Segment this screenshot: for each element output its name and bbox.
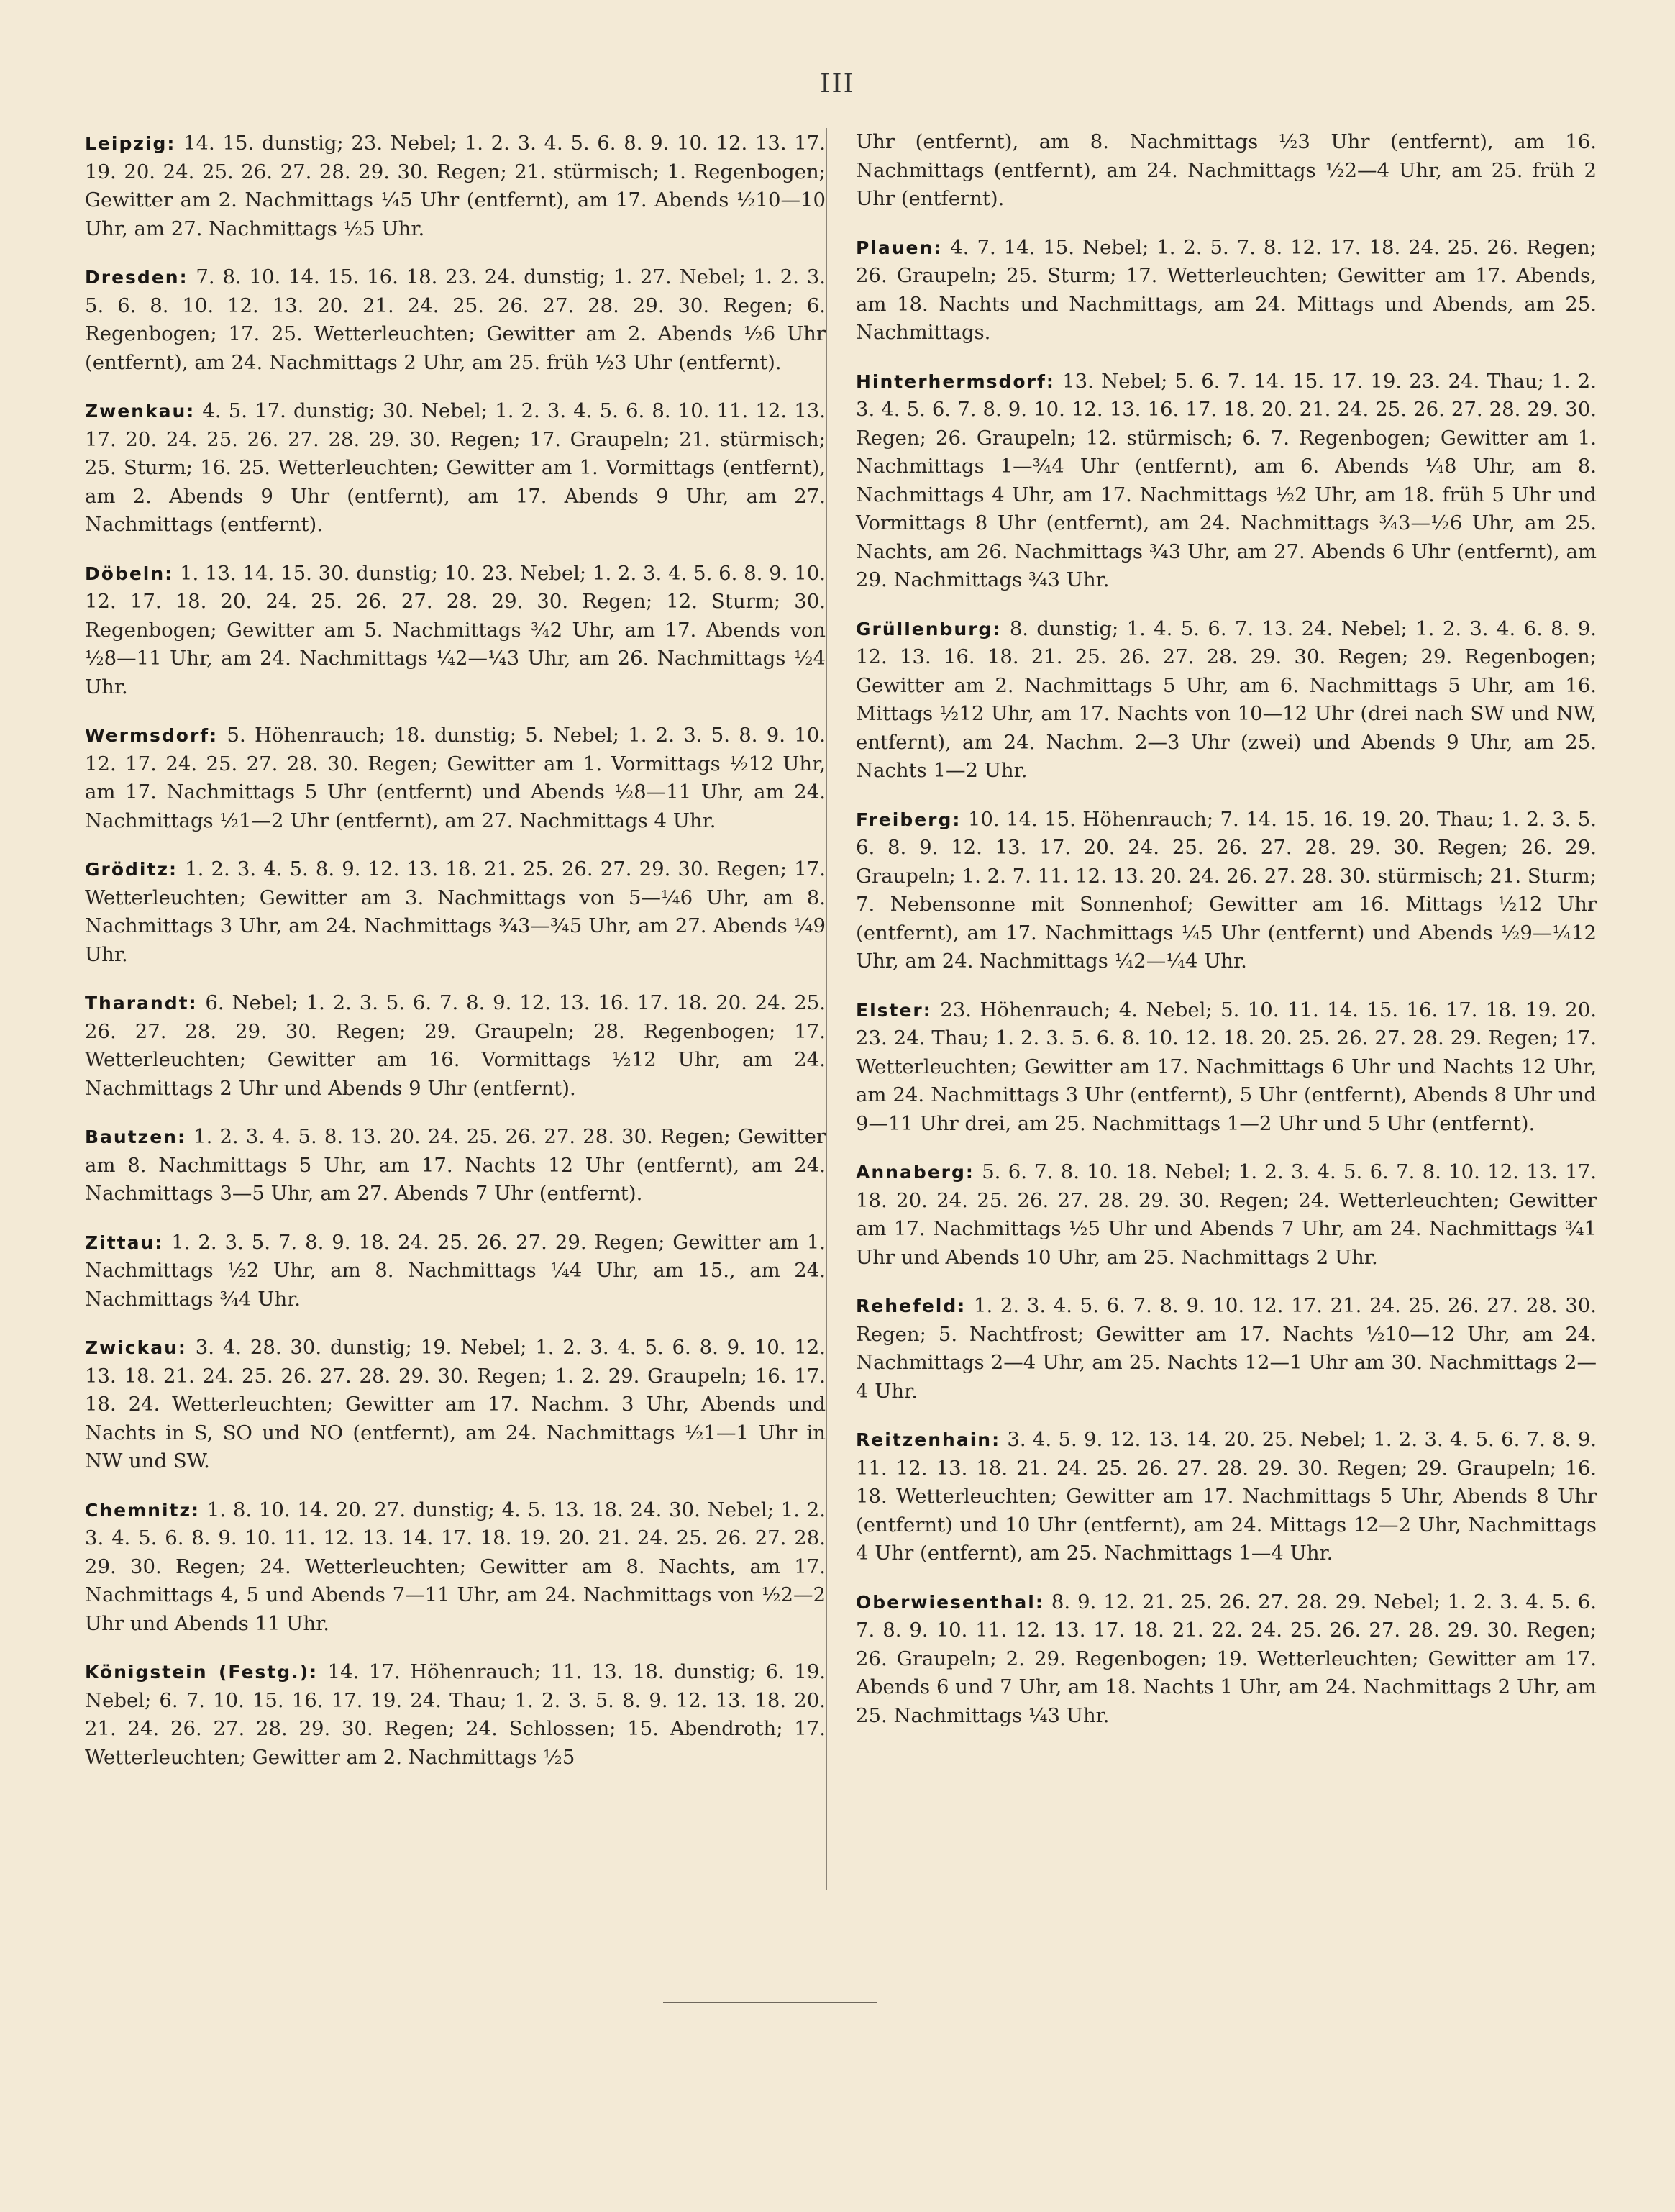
station-name: Elster: [856,999,932,1021]
station-name: Döbeln: [85,563,174,584]
station-name: Tharandt: [85,993,198,1014]
station-name: Chemnitz: [85,1499,201,1521]
station-entry [85,263,826,377]
station-entry [85,1496,826,1639]
station-name: Zwenkau: [85,401,196,422]
station-name: Wermsdorf: [85,725,219,746]
station-name: Hinterhermsdorf: [856,370,1055,392]
station-entry [856,234,1597,347]
station-observations: 4. 7. 14. 15. Nebel; 1. 2. 5. 7. 8. 12. 17. 18. 24. 25. 26. Regen; 26. Graupeln; 25. Sturm; 17. Wetterleuchten; Gewitter am 17. Abends, am 18. Nachts und Nachmittags, am 24. Mittags und Abends, am 25. Nachmittags. [856,235,1597,344]
station-observations: 14. 17. Höhenrauch; 11. 13. 18. dunstig; 6. 19. Nebel; 6. 7. 10. 15. 16. 17. 19. 24. Thau; 1. 2. 3. 5. 8. 9. 12. 13. 18. 20. 21. 24. 26. 27. 28. 29. 30. Regen; 24. Schlossen; 15. Abendroth; 17. Wetterleuchten; Gewitter am 2. Nachmittags ½5 [85,1660,826,1769]
station-entry [85,129,826,243]
station-observations: 6. Nebel; 1. 2. 3. 5. 6. 7. 8. 9. 12. 13. 16. 17. 18. 20. 24. 25. 26. 27. 28. 29. 30. Regen; 29. Graupeln; 28. Regenbogen; 17. Wetterleuchten; Gewitter am 16. Vormittags ½12 Uhr, am 24. Nachmittags 2 Uhr und Abends 9 Uhr (entfernt). [85,991,826,1100]
station-observations: 5. 6. 7. 8. 10. 18. Nebel; 1. 2. 3. 4. 5. 6. 7. 8. 10. 12. 13. 17. 18. 20. 24. 25. 26. 27. 28. 29. 30. Regen; 24. Wetterleuchten; Gewitter am 17. Nachmittags ½5 Uhr und Abends 7 Uhr, am 24. Nachmittags ¾1 Uhr und Abends 10 Uhr, am 25. Nachmittags 2 Uhr. [856,1160,1597,1269]
station-observations: 7. 8. 10. 14. 15. 16. 18. 23. 24. dunstig; 1. 27. Nebel; 1. 2. 3. 5. 6. 8. 10. 12. 13. 20. 21. 24. 25. 26. 27. 28. 29. 30. Regen; 6. Regenbogen; 17. 25. Wetterleuchten; Gewitter am 2. Abends ½6 Uhr (entfernt), am 24. Nachmittags 2 Uhr, am 25. früh ½3 Uhr (entfernt). [85,265,826,374]
station-observations: 4. 5. 17. dunstig; 30. Nebel; 1. 2. 3. 4. 5. 6. 8. 10. 11. 12. 13. 17. 20. 24. 25. 26. 27. 28. 29. 30. Regen; 17. Graupeln; 21. stürmisch; 25. Sturm; 16. 25. Wetterleuchten; Gewitter am 1. Vormittags (entfernt), am 2. Abends 9 Uhr (entfernt), am 17. Abends 9 Uhr, am 27. Nachmittags (entfernt). [85,399,826,536]
station-name: Bautzen: [85,1127,186,1147]
station-observations: 10. 14. 15. Höhenrauch; 7. 14. 15. 16. 19. 20. Thau; 1. 2. 3. 5. 6. 8. 9. 12. 13. 17. 20. 24. 25. 26. 27. 28. 29. 30. Regen; 26. 29. Graupeln; 1. 2. 7. 11. 12. 13. 20. 24. 26. 27. 28. 30. stürmisch; 21. Sturm; 7. Nebensonne mit Sonnenhof; Gewitter am 16. Mittags ½12 Uhr (entfernt), am 17. Nachmittags ¼5 Uhr (entfernt) und Abends ½9—¼12 Uhr, am 24. Nachmittags ¼2—¼4 Uhr. [856,807,1597,973]
continuation-paragraph: Uhr (entfernt), am 8. Nachmittags ½3 Uhr (entfernt), am 16. Nachmittags (entfernt), am 24. Nachmittags ½2—4 Uhr, am 25. früh 2 Uhr (entfernt). [856,130,1597,210]
station-observations: 3. 4. 28. 30. dunstig; 19. Nebel; 1. 2. 3. 4. 5. 6. 8. 9. 10. 12. 13. 18. 21. 24. 25. 26. 27. 28. 29. 30. Regen; 1. 2. 29. Graupeln; 16. 17. 18. 24. Wetterleuchten; Gewitter am 17. Nachm. 3 Uhr, Abends und Nachts in S, SO und NO (entfernt), am 24. Nachmittags ½1—1 Uhr in NW und SW. [85,1336,826,1473]
station-observations: 1. 2. 3. 4. 5. 8. 9. 12. 13. 18. 21. 25. 26. 27. 29. 30. Regen; 17. Wetterleuchten; Gewitter am 3. Nachmittags von 5—¼6 Uhr, am 8. Nachmittags 3 Uhr, am 24. Nachmittags ¾3—¾5 Uhr, am 27. Abends ¼9 Uhr. [85,857,826,966]
station-name: Gröditz: [85,859,178,880]
station-entry [856,1158,1597,1272]
station-entry [85,397,826,540]
station-name: Zittau: [85,1232,164,1253]
station-entry [85,722,826,835]
station-entry [85,1658,826,1772]
station-entry [85,855,826,969]
station-name: Annaberg: [856,1162,975,1183]
station-observations: 13. Nebel; 5. 6. 7. 14. 15. 17. 19. 23. 24. Thau; 1. 2. 3. 4. 5. 6. 7. 8. 9. 10. 12. 13. 16. 17. 18. 20. 21. 24. 25. 26. 27. 28. 29. 30. Regen; 26. Graupeln; 12. stürmisch; 6. 7. Regenbogen; Gewitter am 1. Nachmittags 1—¾4 Uhr (entfernt), am 6. Abends ¼8 Uhr, am 8. Nachmittags 4 Uhr, am 17. Nachmittags ½2 Uhr, am 18. früh 5 Uhr und Vormittags 8 Uhr (entfernt), am 24. Nachmittags ¾3—½6 Uhr, am 25. Nachts, am 26. Nachmittags ¾3 Uhr, am 27. Abends 6 Uhr (entfernt), am 29. Nachmittags ¾3 Uhr. [856,369,1597,591]
station-entry [856,1426,1597,1568]
station-observations: 8. 9. 12. 21. 25. 26. 27. 28. 29. Nebel; 1. 2. 3. 4. 5. 6. 7. 8. 9. 10. 11. 12. 13. 17. 18. 21. 22. 24. 25. 26. 27. 28. 29. 30. Regen; 26. Graupeln; 2. 29. Regenbogen; 19. Wetterleuchten; Gewitter am 17. Abends 6 und 7 Uhr, am 18. Nachts 1 Uhr, am 24. Nachmittags 2 Uhr, am 25. Nachmittags ¼3 Uhr. [856,1590,1597,1727]
station-name: Königstein (Festg.): [85,1662,319,1683]
station-observations: 5. Höhenrauch; 18. dunstig; 5. Nebel; 1. 2. 3. 5. 8. 9. 10. 12. 17. 24. 25. 27. 28. 30. Regen; Gewitter am 1. Vormittags ½12 Uhr, am 17. Nachmittags 5 Uhr (entfernt) und Abends ½8—11 Uhr, am 24. Nachmittags ½1—2 Uhr (entfernt), am 27. Nachmittags 4 Uhr. [85,724,826,832]
station-name: Plauen: [856,237,943,258]
station-observations: 1. 2. 3. 4. 5. 6. 7. 8. 9. 10. 12. 17. 21. 24. 25. 26. 27. 28. 30. Regen; 5. Nachtfrost; Gewitter am 17. Nachts ½10—12 Uhr, am 24. Nachmittags 2—4 Uhr, am 25. Nachts 12—1 Uhr am 30. Nachmittags 2—4 Uhr. [856,1294,1597,1403]
station-observations: 3. 4. 5. 9. 12. 13. 14. 20. 25. Nebel; 1. 2. 3. 4. 5. 6. 7. 8. 9. 11. 12. 13. 18. 21. 24. 25. 26. 27. 28. 29. 30. Regen; 29. Graupeln; 16. 18. Wetterleuchten; Gewitter am 17. Nachmittags 5 Uhr, Abends 8 Uhr (entfernt) und 10 Uhr (entfernt), am 24. Mittags 12—2 Uhr, Nachmittags 4 Uhr (entfernt), am 25. Nachmittags 1—4 Uhr. [856,1428,1597,1565]
footer-rule [663,2002,877,2003]
station-observations: 1. 2. 3. 4. 5. 8. 13. 20. 24. 25. 26. 27. 28. 30. Regen; Gewitter am 8. Nachmittags 5 Uhr, am 17. Nachts 12 Uhr (entfernt), am 24. Nachmittags 3—5 Uhr, am 27. Abends 7 Uhr (entfernt). [85,1125,826,1205]
station-name: Reitzenhain: [856,1429,1001,1450]
station-entry [85,1123,826,1209]
station-entry [856,615,1597,786]
station-name: Oberwiesenthal: [856,1591,1044,1613]
station-observations: 23. Höhenrauch; 4. Nebel; 5. 10. 11. 14. 15. 16. 17. 18. 19. 20. 23. 24. Thau; 1. 2. 3. 5. 6. 8. 10. 12. 18. 20. 25. 26. 27. 28. 29. Regen; 17. Wetterleuchten; Gewitter am 17. Nachmittags 6 Uhr und Nachts 12 Uhr, am 24. Nachmittags 3 Uhr (entfernt), 5 Uhr (entfernt), Abends 8 Uhr und 9—11 Uhr drei, am 25. Nachmittags 1—2 Uhr und 5 Uhr (entfernt). [856,998,1597,1135]
station-name: Zwickau: [85,1337,187,1358]
station-name: Rehefeld: [856,1296,967,1316]
station-entry [856,1588,1597,1731]
station-entry [85,1229,826,1314]
station-entry [856,368,1597,595]
station-observations: 1. 2. 3. 5. 7. 8. 9. 18. 24. 25. 26. 27. 29. Regen; Gewitter am 1. Nachmittags ½2 Uhr, am 8. Nachmittags ¼4 Uhr, am 15., am 24. Nachmittags ¾4 Uhr. [85,1230,826,1311]
station-entry [856,806,1597,976]
station-name: Grüllenburg: [856,618,1002,640]
page-number: III [820,69,855,99]
station-entry [85,1334,826,1476]
station-observations: 14. 15. dunstig; 23. Nebel; 1. 2. 3. 4. 5. 6. 8. 9. 10. 12. 13. 17. 19. 20. 24. 25. 26. 27. 28. 29. 30. Regen; 21. stürmisch; 1. Regenbogen; Gewitter am 2. Nachmittags ¼5 Uhr (entfernt), am 17. Abends ½10—10 Uhr, am 27. Nachmittags ½5 Uhr. [85,132,826,240]
station-entry [856,996,1597,1139]
station-name: Dresden: [85,267,188,288]
station-entry [856,1292,1597,1406]
station-observations: 1. 8. 10. 14. 20. 27. dunstig; 4. 5. 13. 18. 24. 30. Nebel; 1. 2. 3. 4. 5. 6. 8. 9. 10. 11. 12. 13. 14. 17. 18. 19. 20. 21. 24. 25. 26. 27. 28. 29. 30. Regen; 24. Wetterleuchten; Gewitter am 8. Nachts, am 17. Nachmittags 4, 5 und Abends 7—11 Uhr, am 24. Nachmittags von ½2—2 Uhr und Abends 11 Uhr. [85,1498,826,1635]
station-name: Leipzig: [85,133,176,154]
station-observations: 8. dunstig; 1. 4. 5. 6. 7. 13. 24. Nebel; 1. 2. 3. 4. 6. 8. 9. 12. 13. 16. 18. 21. 25. 26. 27. 28. 29. 30. Regen; 29. Regenbogen; Gewitter am 2. Nachmittags 5 Uhr, am 6. Nachmittags 5 Uhr, am 16. Mittags ½12 Uhr, am 17. Nachts von 10—12 Uhr (drei nach SW und NW, entfernt), am 24. Nachm. 2—3 Uhr (zwei) und Abends 9 Uhr, am 25. Nachts 1—2 Uhr. [856,616,1597,782]
right-column [856,128,1597,1750]
station-name: Freiberg: [856,809,962,830]
station-entry [85,989,826,1103]
left-column [85,129,826,1792]
column-divider [826,128,827,1890]
station-entry [85,560,826,702]
station-observations: 1. 13. 14. 15. 30. dunstig; 10. 23. Nebel; 1. 2. 3. 4. 5. 6. 8. 9. 10. 12. 17. 18. 20. 24. 25. 26. 27. 28. 29. 30. Regen; 12. Sturm; 30. Regenbogen; Gewitter am 5. Nachmittags ¾2 Uhr, am 17. Abends von ½8—11 Uhr, am 24. Nachmittags ¼2—¼3 Uhr, am 26. Nachmittags ½4 Uhr. [85,561,826,698]
